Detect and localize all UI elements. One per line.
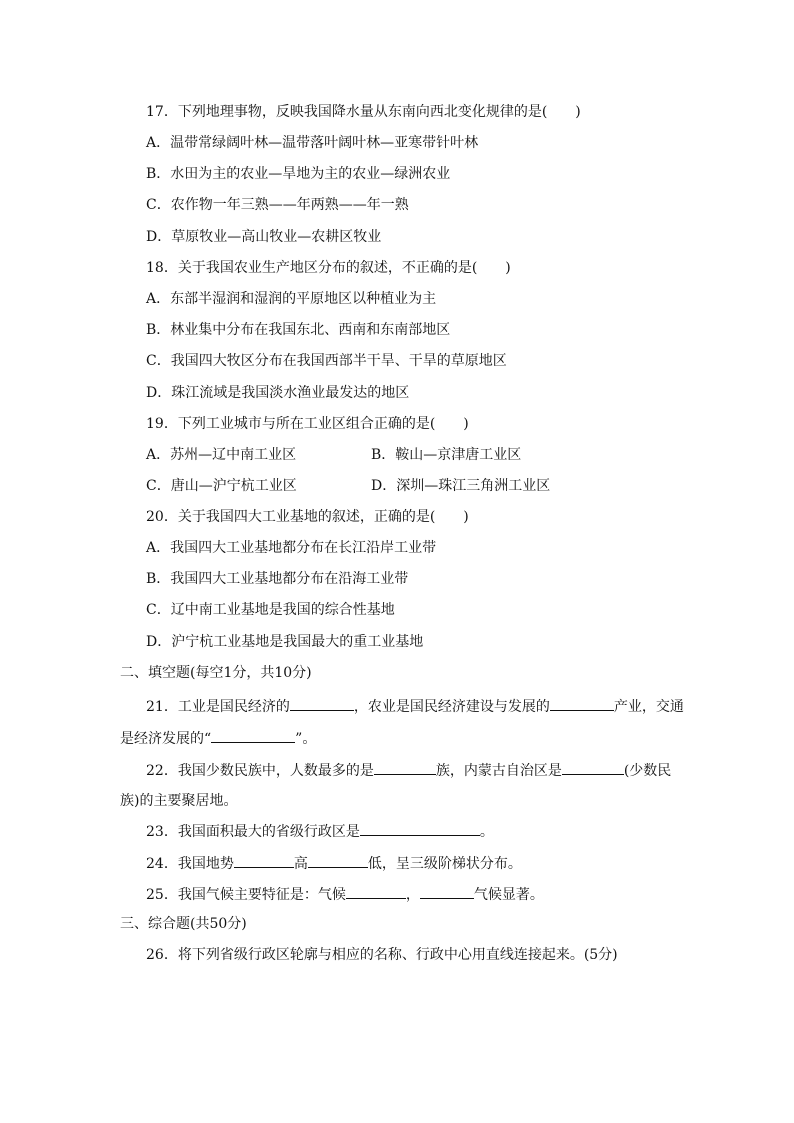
q18-option-b: B．林业集中分布在我国东北、西南和东南部地区 <box>146 322 451 338</box>
q23-text-1: 23．我国面积最大的省级行政区是 <box>146 824 360 840</box>
q18-option-a: A．东部半湿润和湿润的平原地区以种植业为主 <box>146 291 437 307</box>
q24-blank-2[interactable] <box>308 852 368 868</box>
q26-stem: 26．将下列省级行政区轮廓与相应的名称、行政中心用直线连接起来。(5分) <box>146 947 618 963</box>
q21-text-5: ”。 <box>295 731 317 747</box>
q25-text-3: 气候显著。 <box>473 887 544 903</box>
q21-text-2: ，农业是国民经济建设与发展的 <box>353 699 550 715</box>
q20-option-d: D．沪宁杭工业基地是我国最大的重工业基地 <box>146 634 424 650</box>
q21-line-1 <box>146 695 684 717</box>
q17-option-a: A．温带常绿阔叶林—温带落叶阔叶林—亚寒带针叶林 <box>146 135 479 151</box>
q17-stem: 17．下列地理事物，反映我国降水量从东南向西北变化规律的是( ) <box>146 104 581 120</box>
q23-blank-1[interactable] <box>360 820 480 836</box>
q17-option-d: D．草原牧业—高山牧业—农耕区牧业 <box>146 229 382 245</box>
q19-stem: 19．下列工业城市与所在工业区组合正确的是( ) <box>146 416 469 432</box>
q23-text-2: 。 <box>479 824 494 840</box>
q21-blank-1[interactable] <box>290 695 354 711</box>
q24-text-2: 高 <box>293 856 308 872</box>
q24-text-3: 低，呈三级阶梯状分布。 <box>367 856 522 872</box>
q22-text-1: 22．我国少数民族中，人数最多的是 <box>146 763 374 779</box>
q21-text-3: 产业，交通 <box>613 699 684 715</box>
q20-option-c: C．辽中南工业基地是我国的综合性基地 <box>146 602 395 618</box>
q17-option-c: C．农作物一年三熟——年两熟——年一熟 <box>146 197 409 213</box>
q19-option-d: D．深圳—珠江三角洲工业区 <box>371 478 551 494</box>
q25-text-1: 25．我国气候主要特征是：气候 <box>146 887 346 903</box>
q22-line-1 <box>146 759 671 781</box>
q18-option-c: C．我国四大牧区分布在我国西部半干旱、干旱的草原地区 <box>146 353 507 369</box>
q24-text-1: 24．我国地势 <box>146 856 234 872</box>
q18-option-d: D．珠江流域是我国淡水渔业最发达的地区 <box>146 385 410 401</box>
q25-line <box>146 883 544 905</box>
q18-stem: 18．关于我国农业生产地区分布的叙述，不正确的是( ) <box>146 260 511 276</box>
q25-blank-2[interactable] <box>420 883 474 899</box>
q22-line-2: 族)的主要聚居地。 <box>120 793 238 809</box>
section-2-title: 二、填空题(每空1分，共10分) <box>120 665 312 681</box>
section-3-title: 三、综合题(共50分) <box>120 916 247 932</box>
q24-line <box>146 852 522 874</box>
q21-blank-3[interactable] <box>211 727 295 743</box>
q22-blank-2[interactable] <box>562 759 624 775</box>
q19-option-c: C．唐山—沪宁杭工业区 <box>146 478 297 494</box>
q21-line-2 <box>120 727 316 749</box>
q20-stem: 20．关于我国四大工业基地的叙述，正确的是( ) <box>146 509 469 525</box>
q21-text-1: 21．工业是国民经济的 <box>146 699 290 715</box>
q20-option-a: A．我国四大工业基地都分布在长江沿岸工业带 <box>146 540 437 556</box>
q22-text-3: (少数民 <box>623 763 672 779</box>
q19-option-a: A．苏州—辽中南工业区 <box>146 447 297 463</box>
q22-text-2: 族，内蒙古自治区是 <box>435 763 562 779</box>
q25-blank-1[interactable] <box>346 883 406 899</box>
q22-blank-1[interactable] <box>374 759 436 775</box>
q21-blank-2[interactable] <box>550 695 614 711</box>
q19-option-b: B．鞍山—京津唐工业区 <box>371 447 522 463</box>
q21-text-4: 是经济发展的“ <box>120 731 212 747</box>
q20-option-b: B．我国四大工业基地都分布在沿海工业带 <box>146 571 409 587</box>
q17-option-b: B．水田为主的农业—旱地为主的农业—绿洲农业 <box>146 166 451 182</box>
q25-text-2: ， <box>405 887 420 903</box>
q23-line <box>146 820 494 842</box>
q24-blank-1[interactable] <box>234 852 294 868</box>
